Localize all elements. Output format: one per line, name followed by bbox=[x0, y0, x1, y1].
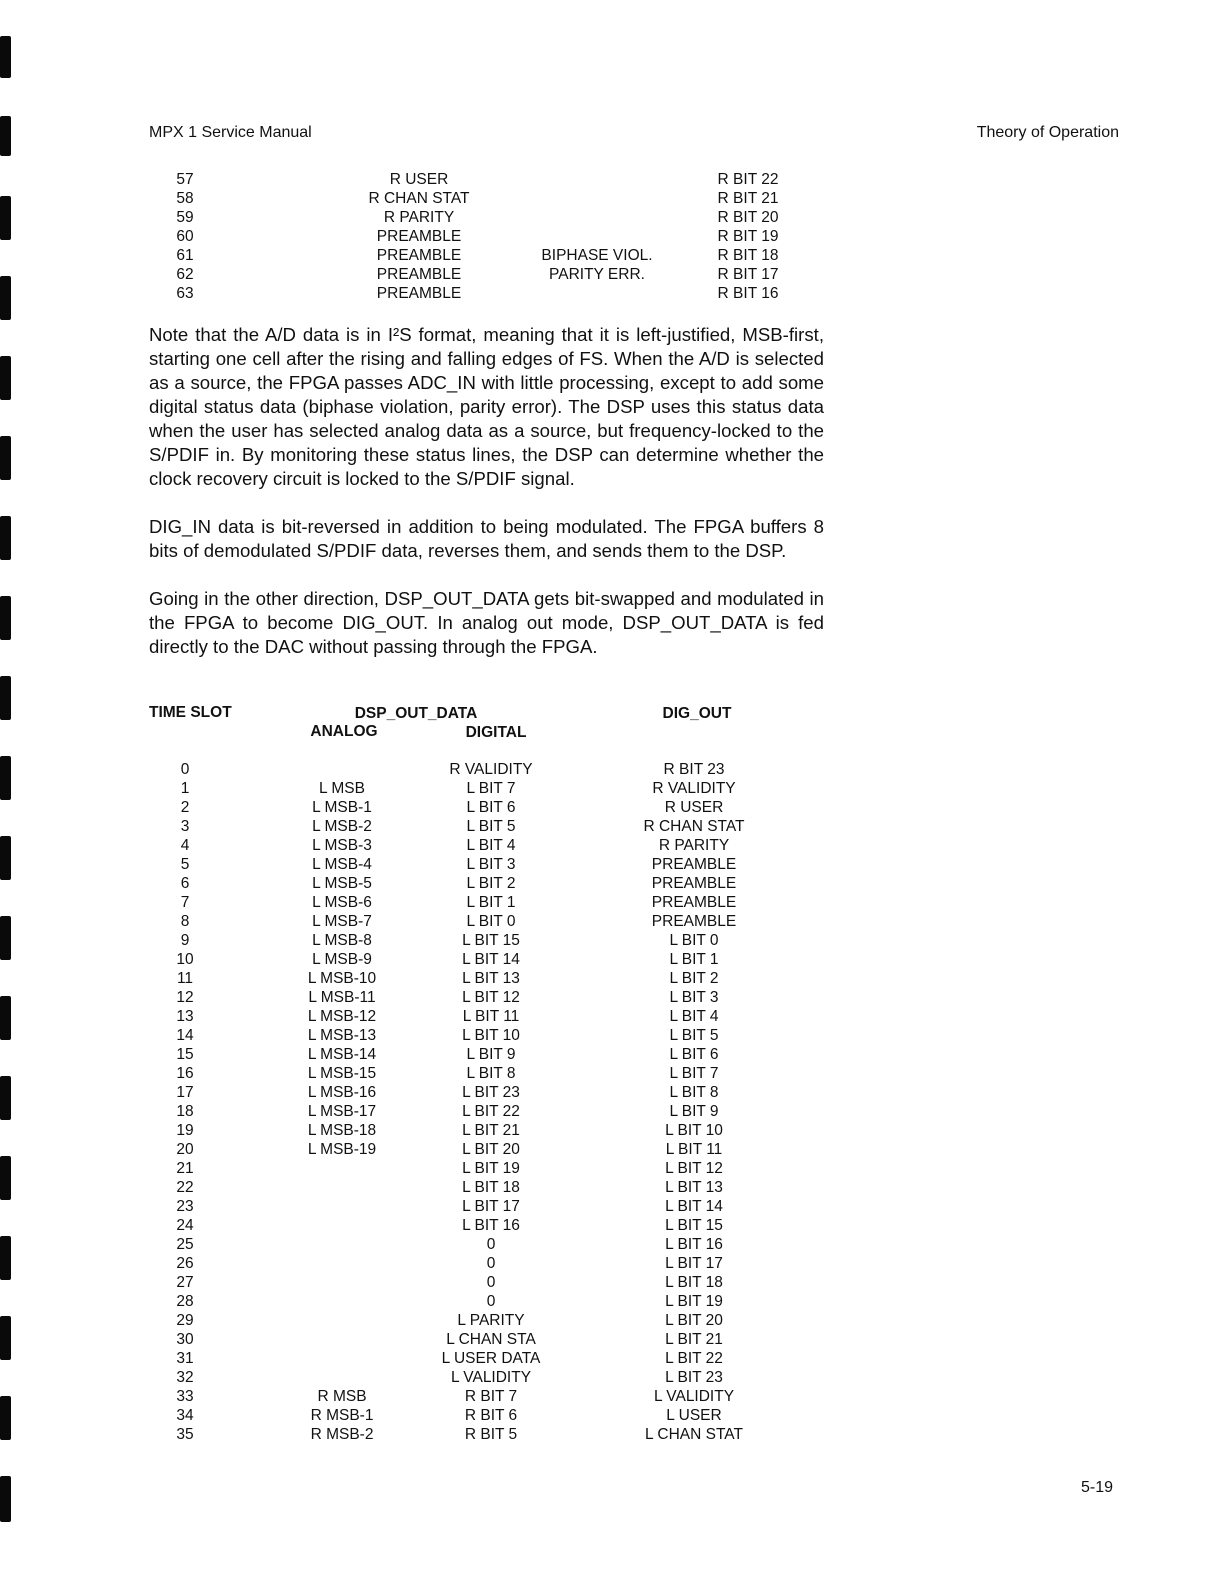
cell-dig-out: R USER bbox=[664, 799, 724, 816]
table-row bbox=[0, 1064, 1225, 1083]
table-row bbox=[0, 246, 1225, 265]
cell-digital: L BIT 18 bbox=[462, 1179, 520, 1196]
cell-analog: L MSB-8 bbox=[312, 932, 372, 949]
table-row bbox=[0, 1368, 1225, 1387]
table-row bbox=[0, 893, 1225, 912]
cell-dig-out: R BIT 16 bbox=[717, 285, 779, 302]
cell-digital: L BIT 20 bbox=[462, 1141, 520, 1158]
cell-digital: 0 bbox=[486, 1274, 496, 1291]
table-row bbox=[0, 227, 1225, 246]
cell-digital: L BIT 3 bbox=[466, 856, 516, 873]
cell-digital: L BIT 19 bbox=[462, 1160, 520, 1177]
cell-dig-out: R CHAN STAT bbox=[643, 818, 745, 835]
cell-analog: L MSB-16 bbox=[307, 1084, 377, 1101]
table-row bbox=[0, 874, 1225, 893]
cell-time-slot: 59 bbox=[176, 209, 194, 226]
table-row bbox=[0, 1216, 1225, 1235]
cell-time-slot: 58 bbox=[176, 190, 194, 207]
table-row bbox=[0, 1292, 1225, 1311]
cell-time-slot: 57 bbox=[176, 171, 194, 188]
cell-dig-out: L BIT 0 bbox=[669, 932, 719, 949]
table-row bbox=[0, 1083, 1225, 1102]
cell-digital: L BIT 17 bbox=[462, 1198, 520, 1215]
cell-digital: R VALIDITY bbox=[449, 761, 533, 778]
cell-time-slot: 33 bbox=[176, 1388, 194, 1405]
cell-dsp-out: R USER bbox=[389, 171, 449, 188]
cell-dig-out: R BIT 19 bbox=[717, 228, 779, 245]
table-row bbox=[0, 1102, 1225, 1121]
cell-digital: L BIT 10 bbox=[462, 1027, 520, 1044]
cell-time-slot: 26 bbox=[176, 1255, 194, 1272]
top-table bbox=[0, 170, 1225, 303]
cell-analog: L MSB-14 bbox=[307, 1046, 377, 1063]
cell-time-slot: 27 bbox=[176, 1274, 194, 1291]
cell-dig-out: L BIT 14 bbox=[665, 1198, 723, 1215]
cell-time-slot: 21 bbox=[176, 1160, 194, 1177]
cell-analog: L MSB-13 bbox=[307, 1027, 377, 1044]
cell-time-slot: 9 bbox=[180, 932, 190, 949]
cell-digital: L BIT 14 bbox=[462, 951, 520, 968]
cell-time-slot: 17 bbox=[176, 1084, 194, 1101]
cell-dsp-out: PREAMBLE bbox=[376, 285, 462, 302]
cell-time-slot: 13 bbox=[176, 1008, 194, 1025]
cell-dig-out: R VALIDITY bbox=[652, 780, 736, 797]
cell-time-slot: 15 bbox=[176, 1046, 194, 1063]
main-table bbox=[0, 760, 1225, 1444]
table-row bbox=[0, 208, 1225, 227]
table-row bbox=[0, 760, 1225, 779]
cell-dig-out: PREAMBLE bbox=[651, 856, 737, 873]
cell-dig-out: PREAMBLE bbox=[651, 913, 737, 930]
cell-analog: L MSB-1 bbox=[312, 799, 372, 816]
cell-status: PARITY ERR. bbox=[549, 266, 645, 283]
cell-dig-out: L BIT 4 bbox=[669, 1008, 719, 1025]
cell-digital: 0 bbox=[486, 1236, 496, 1253]
cell-digital: L BIT 5 bbox=[466, 818, 516, 835]
cell-analog: L MSB-4 bbox=[312, 856, 372, 873]
cell-time-slot: 22 bbox=[176, 1179, 194, 1196]
cell-digital: L BIT 0 bbox=[466, 913, 516, 930]
cell-digital: L CHAN STA bbox=[446, 1331, 536, 1348]
cell-digital: L PARITY bbox=[457, 1312, 525, 1329]
cell-time-slot: 14 bbox=[176, 1027, 194, 1044]
cell-analog: L MSB-3 bbox=[312, 837, 372, 854]
cell-time-slot: 63 bbox=[176, 285, 194, 302]
header-manual-title: MPX 1 Service Manual bbox=[149, 124, 312, 141]
table-row bbox=[0, 1330, 1225, 1349]
cell-analog: L MSB-9 bbox=[312, 951, 372, 968]
cell-dig-out: PREAMBLE bbox=[651, 894, 737, 911]
cell-dig-out: R BIT 20 bbox=[717, 209, 779, 226]
table-row bbox=[0, 1273, 1225, 1292]
cell-digital: L BIT 7 bbox=[466, 780, 516, 797]
cell-time-slot: 25 bbox=[176, 1236, 194, 1253]
cell-dig-out: L BIT 20 bbox=[665, 1312, 723, 1329]
cell-dig-out: L BIT 8 bbox=[669, 1084, 719, 1101]
cell-digital: L BIT 4 bbox=[466, 837, 516, 854]
cell-dig-out: L BIT 18 bbox=[665, 1274, 723, 1291]
table-row bbox=[0, 1406, 1225, 1425]
header-analog: ANALOG bbox=[310, 723, 378, 740]
cell-analog: L MSB-10 bbox=[307, 970, 377, 987]
cell-digital: L BIT 15 bbox=[462, 932, 520, 949]
cell-dig-out: L BIT 21 bbox=[665, 1331, 723, 1348]
cell-dsp-out: PREAMBLE bbox=[376, 247, 462, 264]
cell-dsp-out: R CHAN STAT bbox=[368, 190, 470, 207]
cell-time-slot: 30 bbox=[176, 1331, 194, 1348]
table-row bbox=[0, 1349, 1225, 1368]
cell-analog: R MSB-1 bbox=[310, 1407, 374, 1424]
table-row bbox=[0, 855, 1225, 874]
cell-digital: L BIT 2 bbox=[466, 875, 516, 892]
cell-digital: L BIT 9 bbox=[466, 1046, 516, 1063]
cell-dig-out: L BIT 22 bbox=[665, 1350, 723, 1367]
cell-time-slot: 4 bbox=[180, 837, 190, 854]
cell-analog: L MSB-11 bbox=[308, 989, 376, 1006]
cell-analog: L MSB-5 bbox=[312, 875, 372, 892]
table-row bbox=[0, 988, 1225, 1007]
cell-time-slot: 20 bbox=[176, 1141, 194, 1158]
cell-dig-out: L USER bbox=[666, 1407, 722, 1424]
cell-dig-out: L BIT 1 bbox=[669, 951, 719, 968]
cell-digital: L BIT 12 bbox=[462, 989, 520, 1006]
table-row bbox=[0, 779, 1225, 798]
cell-dsp-out: PREAMBLE bbox=[376, 266, 462, 283]
cell-time-slot: 29 bbox=[176, 1312, 194, 1329]
cell-dig-out: L BIT 13 bbox=[665, 1179, 723, 1196]
cell-time-slot: 2 bbox=[180, 799, 190, 816]
cell-time-slot: 23 bbox=[176, 1198, 194, 1215]
cell-time-slot: 5 bbox=[180, 856, 190, 873]
cell-digital: L BIT 11 bbox=[462, 1008, 520, 1025]
paragraph-dig-in: DIG_IN data is bit-reversed in addition to being modulated. The FPGA buffers 8 bits of demodulated S/PDIF data, reverses them, and sends them to the DSP. bbox=[149, 516, 824, 561]
table-row bbox=[0, 931, 1225, 950]
header-digital: DIGITAL bbox=[465, 724, 527, 741]
cell-dsp-out: R PARITY bbox=[383, 209, 455, 226]
table-row bbox=[0, 1159, 1225, 1178]
cell-analog: L MSB-18 bbox=[307, 1122, 377, 1139]
table-row bbox=[0, 969, 1225, 988]
cell-dig-out: L VALIDITY bbox=[653, 1388, 735, 1405]
cell-digital: L BIT 8 bbox=[466, 1065, 516, 1082]
cell-dig-out: PREAMBLE bbox=[651, 875, 737, 892]
cell-time-slot: 31 bbox=[176, 1350, 194, 1367]
cell-dig-out: L BIT 11 bbox=[665, 1141, 723, 1158]
cell-time-slot: 6 bbox=[180, 875, 190, 892]
cell-digital: L BIT 21 bbox=[462, 1122, 520, 1139]
table-row bbox=[0, 1425, 1225, 1444]
cell-time-slot: 16 bbox=[176, 1065, 194, 1082]
cell-time-slot: 19 bbox=[176, 1122, 194, 1139]
table-row bbox=[0, 1007, 1225, 1026]
cell-digital: L USER DATA bbox=[441, 1350, 541, 1367]
cell-time-slot: 12 bbox=[176, 989, 194, 1006]
cell-dig-out: R BIT 22 bbox=[717, 171, 779, 188]
cell-analog: L MSB bbox=[319, 780, 365, 797]
paragraph-ad-data: Note that the A/D data is in I²S format, meaning that it is left-justified, MSB-first, starting one cell after the rising and falling edges of FS. When the A/D is selected as a source, the FPGA passes ADC_IN with little processing, except to add some digital status data (biphase violation, parity error). The DSP uses this status data when the user has selected analog data as a source, but frequency-locked to the S/PDIF in. By monitoring these status lines, the DSP can determine whether the clock recovery circuit is locked to the S/PDIF signal. bbox=[149, 324, 824, 489]
cell-dig-out: L BIT 23 bbox=[665, 1369, 723, 1386]
header-time-slot: TIME SLOT bbox=[149, 704, 232, 721]
cell-time-slot: 62 bbox=[176, 266, 194, 283]
cell-status: BIPHASE VIOL. bbox=[541, 247, 653, 264]
table-row bbox=[0, 836, 1225, 855]
cell-analog: L MSB-12 bbox=[307, 1008, 377, 1025]
table-row bbox=[0, 265, 1225, 284]
table-row bbox=[0, 189, 1225, 208]
table-row bbox=[0, 1026, 1225, 1045]
cell-dig-out: L BIT 3 bbox=[669, 989, 719, 1006]
table-row bbox=[0, 170, 1225, 189]
cell-digital: L BIT 1 bbox=[466, 894, 516, 911]
table-row bbox=[0, 1140, 1225, 1159]
cell-dig-out: L BIT 16 bbox=[665, 1236, 723, 1253]
table-row bbox=[0, 1254, 1225, 1273]
paragraph-dsp-out: Going in the other direction, DSP_OUT_DATA gets bit-swapped and modulated in the FPGA to become DIG_OUT. In analog out mode, DSP_OUT_DATA is fed directly to the DAC without passing through the FPGA. bbox=[149, 588, 824, 657]
cell-analog: L MSB-15 bbox=[307, 1065, 377, 1082]
cell-analog: L MSB-17 bbox=[307, 1103, 377, 1120]
cell-time-slot: 10 bbox=[176, 951, 194, 968]
cell-dig-out: L BIT 2 bbox=[669, 970, 719, 987]
table-row bbox=[0, 1045, 1225, 1064]
cell-digital: R BIT 6 bbox=[464, 1407, 518, 1424]
table-row bbox=[0, 1121, 1225, 1140]
cell-analog: L MSB-6 bbox=[312, 894, 372, 911]
cell-analog: L MSB-2 bbox=[312, 818, 372, 835]
cell-time-slot: 1 bbox=[180, 780, 190, 797]
cell-digital: 0 bbox=[486, 1255, 496, 1272]
cell-digital: L BIT 23 bbox=[462, 1084, 520, 1101]
cell-digital: R BIT 5 bbox=[464, 1426, 518, 1443]
table-row bbox=[0, 1197, 1225, 1216]
table-row bbox=[0, 950, 1225, 969]
cell-dig-out: R BIT 18 bbox=[717, 247, 779, 264]
cell-digital: L BIT 16 bbox=[462, 1217, 520, 1234]
page-number: 5-19 bbox=[1080, 1479, 1113, 1496]
cell-digital: R BIT 7 bbox=[464, 1388, 518, 1405]
cell-dig-out: R BIT 23 bbox=[663, 761, 725, 778]
header-section-title: Theory of Operation bbox=[976, 124, 1119, 141]
table-row bbox=[0, 1178, 1225, 1197]
cell-dig-out: L BIT 19 bbox=[665, 1293, 723, 1310]
cell-time-slot: 32 bbox=[176, 1369, 194, 1386]
table-row bbox=[0, 284, 1225, 303]
cell-time-slot: 60 bbox=[176, 228, 194, 245]
cell-time-slot: 0 bbox=[180, 761, 190, 778]
cell-time-slot: 18 bbox=[176, 1103, 194, 1120]
cell-dig-out: L BIT 7 bbox=[669, 1065, 719, 1082]
cell-time-slot: 11 bbox=[176, 970, 194, 987]
table-row bbox=[0, 1311, 1225, 1330]
cell-dig-out: R PARITY bbox=[658, 837, 730, 854]
table-row bbox=[0, 817, 1225, 836]
cell-analog: L MSB-19 bbox=[307, 1141, 377, 1158]
cell-time-slot: 34 bbox=[176, 1407, 194, 1424]
cell-time-slot: 8 bbox=[180, 913, 190, 930]
cell-dsp-out: PREAMBLE bbox=[376, 228, 462, 245]
cell-digital: L BIT 13 bbox=[462, 970, 520, 987]
cell-dig-out: R BIT 21 bbox=[717, 190, 779, 207]
table-row bbox=[0, 1387, 1225, 1406]
cell-time-slot: 7 bbox=[180, 894, 190, 911]
cell-dig-out: L BIT 9 bbox=[669, 1103, 719, 1120]
cell-digital: L BIT 6 bbox=[466, 799, 516, 816]
cell-dig-out: L CHAN STAT bbox=[645, 1426, 743, 1443]
cell-time-slot: 24 bbox=[176, 1217, 194, 1234]
cell-analog: R MSB bbox=[317, 1388, 367, 1405]
cell-time-slot: 28 bbox=[176, 1293, 194, 1310]
cell-dig-out: L BIT 6 bbox=[669, 1046, 719, 1063]
cell-dig-out: L BIT 15 bbox=[665, 1217, 723, 1234]
cell-analog: R MSB-2 bbox=[310, 1426, 374, 1443]
table-row bbox=[0, 798, 1225, 817]
cell-dig-out: L BIT 10 bbox=[665, 1122, 723, 1139]
cell-digital: L VALIDITY bbox=[450, 1369, 532, 1386]
cell-dig-out: L BIT 12 bbox=[665, 1160, 723, 1177]
cell-time-slot: 35 bbox=[176, 1426, 194, 1443]
cell-dig-out: L BIT 17 bbox=[665, 1255, 723, 1272]
header-dig-out: DIG_OUT bbox=[662, 705, 732, 722]
cell-dig-out: L BIT 5 bbox=[669, 1027, 719, 1044]
cell-digital: 0 bbox=[486, 1293, 496, 1310]
cell-digital: L BIT 22 bbox=[462, 1103, 520, 1120]
cell-time-slot: 3 bbox=[180, 818, 190, 835]
cell-time-slot: 61 bbox=[176, 247, 194, 264]
table-row bbox=[0, 1235, 1225, 1254]
table-row bbox=[0, 912, 1225, 931]
cell-dig-out: R BIT 17 bbox=[717, 266, 779, 283]
header-dsp-out-data: DSP_OUT_DATA bbox=[354, 705, 478, 722]
cell-analog: L MSB-7 bbox=[312, 913, 372, 930]
